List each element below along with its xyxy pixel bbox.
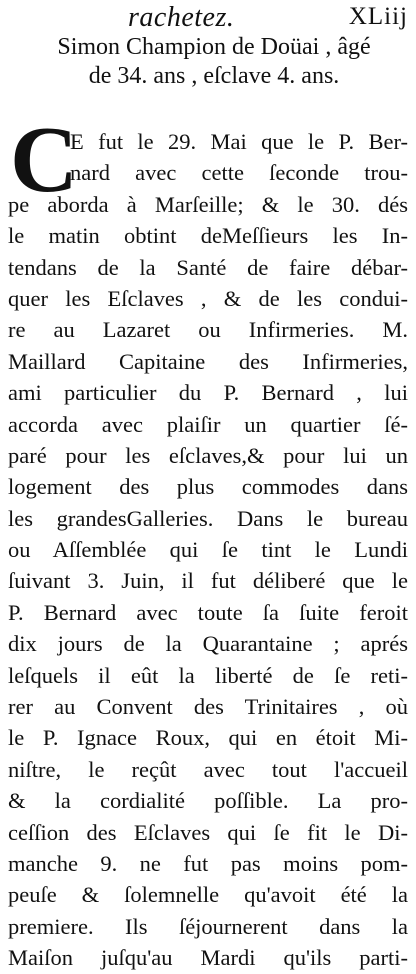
body-paragraph — [8, 108, 408, 974]
text-line: le matin obtint deMeſſieurs les In- — [8, 223, 408, 249]
text-line: premiere. Ils ſéjournerent dans la — [8, 913, 408, 939]
text-line: tendans de la Santé de faire débar- — [8, 254, 408, 280]
text-line: ſuivant 3. Juin, il fut déliberé que le — [8, 568, 408, 594]
text-line: ceſſion des Eſclaves qui ſe fit le Di- — [8, 819, 408, 845]
text-line: pe aborda à Marſeille; & le 30. dés — [8, 191, 408, 217]
caption-line: de 34. ans , eſclave 4. ans. — [88, 63, 340, 89]
text-line: dix jours de la Quarantaine ; aprés — [8, 631, 408, 657]
text-line: peuſe & ſolemnelle qu'avoit été la — [8, 882, 408, 908]
text-line: Maillard Capitaine des Infirmeries, — [8, 348, 408, 374]
text-line: quer les Eſclaves , & de les condui- — [8, 285, 408, 311]
text-line: manche 9. ne fut pas moins pom- — [8, 850, 408, 876]
text-line: les grandesGalleries. Dans le bureau — [8, 505, 408, 531]
text-line: leſquels il eût la liberté de ſe reti- — [8, 662, 408, 688]
text-line: niſtre, le reçût avec tout l'accueil — [8, 756, 408, 782]
text-line: logement des plus commodes dans — [8, 474, 408, 500]
text-line: Maiſon juſqu'au Mardi qu'ils parti- — [8, 945, 408, 971]
text-line: le P. Ignace Roux, qui en étoit Mi- — [8, 725, 408, 751]
text-line: & la cordialité poſſible. La pro- — [8, 788, 408, 814]
catchword: rachetez. — [128, 2, 235, 33]
running-head — [0, 2, 416, 32]
text-line: accorda avec plaiſir un quartier ſé- — [8, 411, 408, 437]
caption-line: Simon Champion de Doüai , âgé — [57, 34, 371, 60]
text-line: P. Bernard avec toute ſa ſuite feroit — [8, 599, 408, 625]
page-number: XLiij — [348, 3, 408, 30]
text-line: re au Lazaret ou Infirmeries. M. — [8, 317, 408, 343]
text-line: rer au Convent des Trinitaires , où — [8, 694, 408, 720]
text-line: paré pour les eſclaves,& pour lui un — [8, 442, 408, 468]
text-line: ou Aſſemblée qui ſe tint le Lundi — [8, 537, 408, 563]
text-line: E fut le 29. Mai que le P. Ber- — [70, 129, 408, 154]
text-line: nard avec cette ſeconde trou- — [70, 160, 408, 186]
text-line: ami particulier du P. Bernard , lui — [8, 380, 408, 406]
drop-cap-initial: C — [10, 108, 78, 212]
caption — [18, 33, 410, 91]
